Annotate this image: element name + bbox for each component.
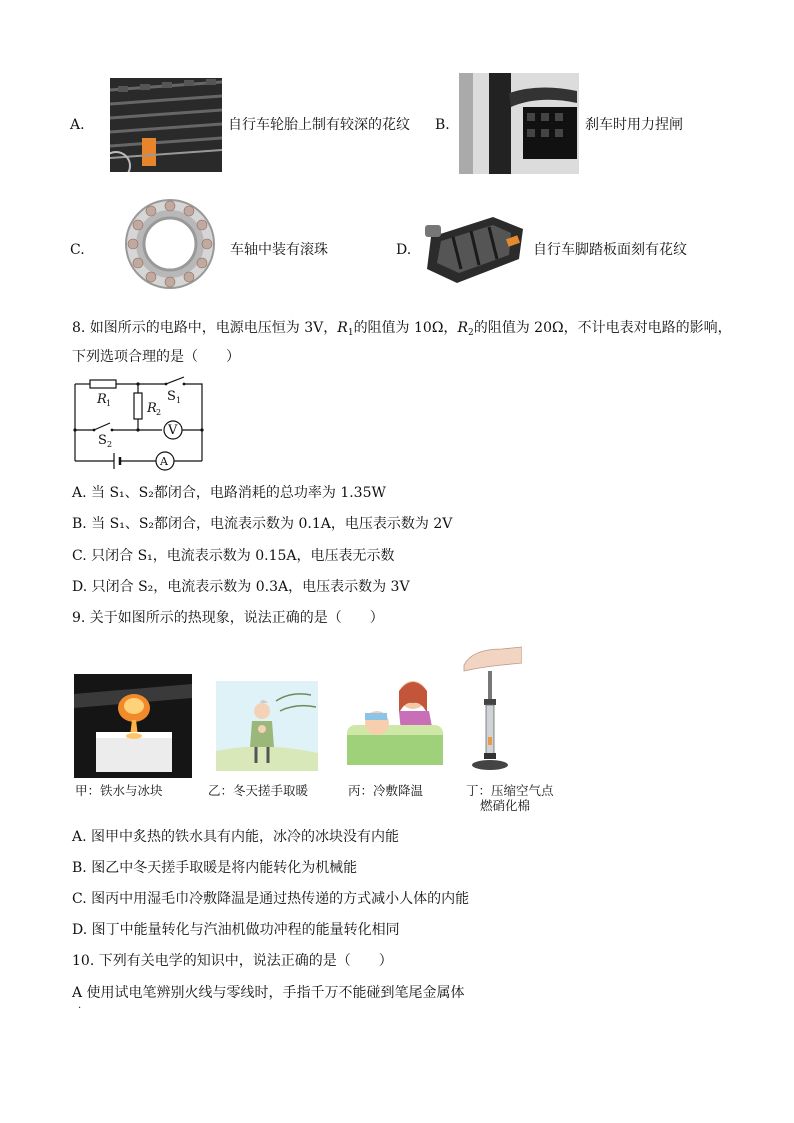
svg-text:1: 1 <box>106 399 112 408</box>
svg-text:2: 2 <box>156 408 162 417</box>
q8-stem-line2: 下列选项合理的是（ ） <box>72 349 240 365</box>
ball-bearing-photo <box>123 197 218 292</box>
q8-option-b: B. 当 S₁、S₂都闭合，电流表示数为 0.1A，电压表示数为 2V <box>72 516 453 532</box>
option-letter-a: A. <box>70 117 85 133</box>
caption-ding-line2: 燃硝化棉 <box>480 798 531 813</box>
option-text-d: 自行车脚踏板面刻有花纹 <box>533 242 687 258</box>
caption-ding-line1: 丁：压缩空气点 <box>466 783 554 798</box>
option-text-c: 车轴中装有滚珠 <box>230 242 328 258</box>
molten-iron-ice-photo <box>74 674 192 778</box>
r1-label: R <box>97 392 107 407</box>
option-letter-c: C. <box>70 242 85 258</box>
q8-stem-line1: 8. 如图所示的电路中，电源电压恒为 3V，$R_1$的阻值为 10Ω，$R_2$的阻值为 20Ω，不计电表对电路的影响， <box>72 320 732 338</box>
caption-bing: 丙：冷敷降温 <box>348 783 424 798</box>
q9-option-b: B. 图乙中冬天搓手取暖是将内能转化为机械能 <box>72 860 358 876</box>
stray-mark: . <box>78 1000 82 1011</box>
q8-option-c: C. 只闭合 S₁，电流表示数为 0.15A，电压表无示数 <box>72 548 395 564</box>
r2-label: R <box>147 401 157 416</box>
s2-label: S <box>98 433 107 448</box>
cold-compress-cartoon <box>347 673 449 771</box>
option-letter-b: B. <box>435 117 450 133</box>
q10-stem: 10. 下列有关电学的知识中，说法正确的是（ ） <box>72 953 393 969</box>
q9-option-c: C. 图丙中用湿毛巾冷敷降温是通过热传递的方式减小人体的内能 <box>72 891 470 907</box>
resistor-r1 <box>90 380 116 388</box>
q8-option-a: A. 当 S₁、S₂都闭合，电路消耗的总功率为 1.35W <box>72 485 386 501</box>
option-text-b: 刹车时用力捏闸 <box>585 117 683 133</box>
voltmeter-label: V <box>168 423 178 438</box>
brake-lever-photo <box>459 73 579 174</box>
s1-label: S <box>167 389 176 404</box>
option-text-a: 自行车轮胎上制有较深的花纹 <box>228 117 410 133</box>
circuit-diagram <box>70 373 210 473</box>
bicycle-pedal-photo <box>423 207 527 289</box>
svg-text:2: 2 <box>107 440 113 449</box>
svg-text:1: 1 <box>176 396 182 405</box>
rubbing-hands-cartoon <box>216 681 318 771</box>
tire-tread-photo <box>110 78 222 172</box>
air-compression-device <box>462 641 522 773</box>
caption-jia: 甲：铁水与冰块 <box>75 783 163 798</box>
q10-option-a: A 使用试电笔辨别火线与零线时，手指千万不能碰到笔尾金属体 <box>72 985 465 1001</box>
q9-stem: 9. 关于如图所示的热现象，说法正确的是（ ） <box>72 610 384 626</box>
ammeter-label: A <box>160 455 168 468</box>
q9-option-d: D. 图丁中能量转化与汽油机做功冲程的能量转化相同 <box>72 922 400 938</box>
q8-option-d: D. 只闭合 S₂，电流表示数为 0.3A，电压表示数为 3V <box>72 579 410 595</box>
resistor-r2 <box>134 393 142 419</box>
option-letter-d: D. <box>396 242 412 258</box>
q9-option-a: A. 图甲中炙热的铁水具有内能，冰冷的冰块没有内能 <box>72 829 400 845</box>
caption-yi: 乙：冬天搓手取暖 <box>208 783 309 798</box>
